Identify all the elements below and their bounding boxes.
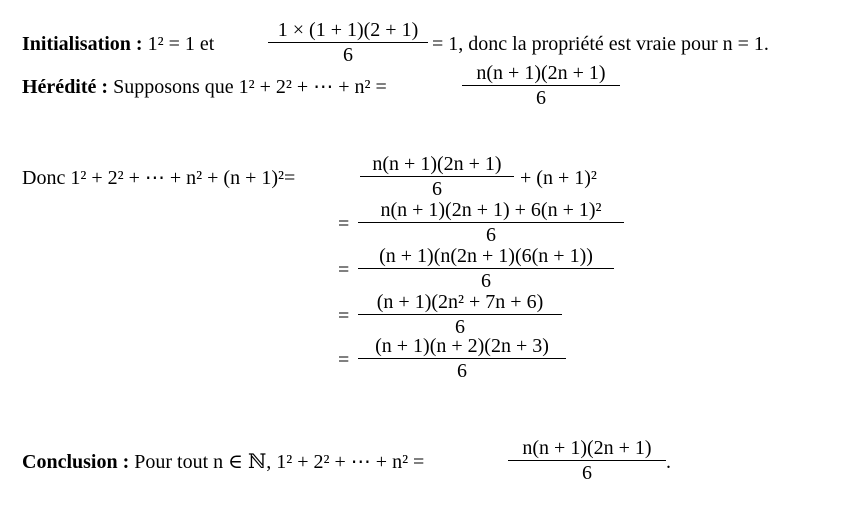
fraction-denominator: 6 bbox=[457, 360, 467, 383]
step-4-equals: = bbox=[338, 305, 350, 327]
donc-line bbox=[22, 166, 295, 190]
fraction-denominator: 6 bbox=[481, 270, 491, 293]
step-5-equals: = bbox=[338, 349, 350, 371]
conclusion-fraction bbox=[508, 436, 666, 485]
fraction-denominator: 6 bbox=[536, 87, 546, 110]
step-4-fraction bbox=[358, 290, 562, 339]
fraction-denominator: 6 bbox=[582, 462, 592, 485]
heredite-fraction bbox=[462, 61, 620, 110]
initialisation-pre: 1² = 1 et bbox=[147, 33, 215, 55]
heredite-line bbox=[22, 75, 387, 99]
fraction-denominator: 6 bbox=[455, 316, 465, 339]
fraction-denominator: 6 bbox=[486, 224, 496, 247]
donc-label: Donc bbox=[22, 167, 66, 189]
conclusion-line bbox=[22, 450, 424, 474]
conclusion-post: . bbox=[666, 451, 671, 473]
heredite-pre: Supposons que 1² + 2² + ⋯ + n² = bbox=[113, 76, 387, 98]
conclusion-pre: Pour tout n ∈ ℕ, 1² + 2² + ⋯ + n² = bbox=[134, 451, 425, 473]
step-2-equals: = bbox=[338, 213, 350, 235]
conclusion-label: Conclusion : bbox=[22, 451, 130, 473]
step-1-post: + (n + 1)² bbox=[520, 167, 597, 189]
initialisation-label: Initialisation : bbox=[22, 33, 143, 55]
donc-lhs: 1² + 2² + ⋯ + n² + (n + 1)²= bbox=[70, 167, 296, 189]
initialisation-fraction bbox=[268, 18, 428, 67]
step-5-fraction bbox=[358, 334, 566, 383]
step-2-fraction bbox=[358, 198, 624, 247]
fraction-denominator: 6 bbox=[343, 44, 353, 67]
fraction-numerator: n(n + 1)(2n + 1) bbox=[476, 62, 606, 84]
fraction-numerator: 1 × (1 + 1)(2 + 1) bbox=[277, 19, 419, 41]
fraction-denominator: 6 bbox=[432, 178, 442, 201]
initialisation-post: = 1, donc la propriété est vraie pour n = 1. bbox=[432, 33, 769, 55]
step-3-fraction bbox=[358, 244, 614, 293]
fraction-numerator: n(n + 1)(2n + 1) bbox=[372, 153, 502, 175]
fraction-numerator: n(n + 1)(2n + 1) + 6(n + 1)² bbox=[380, 199, 602, 221]
heredite-label: Hérédité : bbox=[22, 76, 109, 98]
fraction-numerator: (n + 1)(2n² + 7n + 6) bbox=[376, 291, 544, 313]
fraction-numerator: (n + 1)(n(2n + 1)(6(n + 1)) bbox=[379, 245, 593, 267]
step-1-fraction bbox=[360, 152, 514, 201]
step-3-equals: = bbox=[338, 259, 350, 281]
fraction-numerator: (n + 1)(n + 2)(2n + 3) bbox=[375, 335, 549, 357]
fraction-numerator: n(n + 1)(2n + 1) bbox=[522, 437, 652, 459]
initialisation-line bbox=[22, 32, 214, 56]
